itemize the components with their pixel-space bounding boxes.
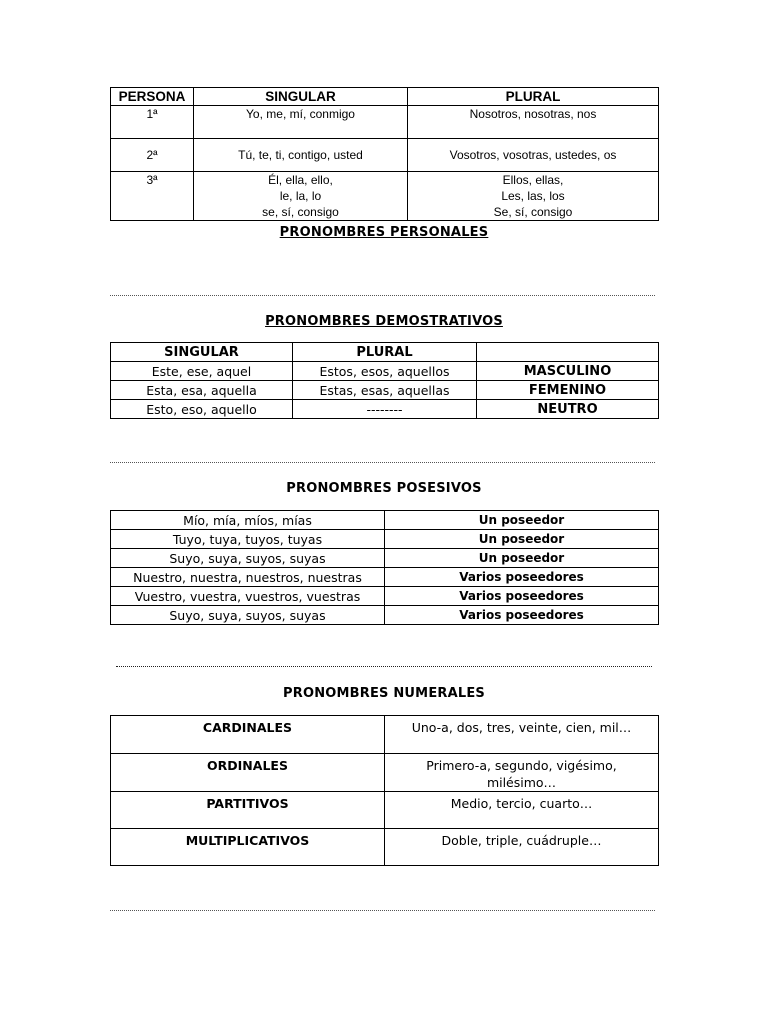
table-row <box>111 549 659 568</box>
header-gender <box>477 343 659 362</box>
table-row <box>111 829 659 866</box>
possessive-pronouns-table <box>110 510 659 625</box>
type-cell: PARTITIVOS <box>111 792 385 829</box>
pronoun-cell: Vuestro, vuestra, vuestros, vuestras <box>111 587 385 606</box>
owner-cell: Un poseedor <box>385 530 659 549</box>
table-row <box>111 400 659 419</box>
pronoun-cell: Tuyo, tuya, tuyos, tuyas <box>111 530 385 549</box>
header-persona: PERSONA <box>111 88 194 106</box>
header-plural: PLURAL <box>408 88 659 106</box>
table-row <box>111 587 659 606</box>
examples-cell: Doble, triple, cuádruple… <box>385 829 659 866</box>
examples-cell: Primero-a, segundo, vigésimo, milésimo… <box>385 754 659 792</box>
table-row <box>111 716 659 754</box>
dotted-divider <box>110 295 655 296</box>
plural-cell <box>408 139 659 172</box>
dotted-divider <box>116 666 652 667</box>
cell-line: Nosotros, nosotras, nos <box>469 107 597 121</box>
persona-cell: 2ª <box>111 139 194 172</box>
cell-line: Se, sí, consigo <box>493 205 573 219</box>
persona-cell: 1ª <box>111 106 194 139</box>
cell-line: Yo, me, mí, conmigo <box>246 107 355 121</box>
examples-cell: Uno-a, dos, tres, veinte, cien, mil… <box>385 716 659 754</box>
plural-cell: Estos, esos, aquellos <box>293 362 477 381</box>
table-row <box>111 792 659 829</box>
table-row <box>111 606 659 625</box>
owner-cell: Varios poseedores <box>385 587 659 606</box>
table-row <box>111 381 659 400</box>
table-row <box>111 106 659 139</box>
cell-line: le, la, lo <box>279 189 322 203</box>
pronoun-cell: Suyo, suya, suyos, suyas <box>111 549 385 568</box>
table-header-row <box>111 343 659 362</box>
singular-cell: Esta, esa, aquella <box>111 381 293 400</box>
owner-cell: Un poseedor <box>385 511 659 530</box>
pronoun-cell: Mío, mía, míos, mías <box>111 511 385 530</box>
singular-cell: Esto, eso, aquello <box>111 400 293 419</box>
cell-line: Ellos, ellas, <box>502 173 564 187</box>
gender-cell: FEMENINO <box>477 381 659 400</box>
table-row <box>111 530 659 549</box>
owner-cell: Varios poseedores <box>385 568 659 587</box>
demonstrative-pronouns-table <box>110 342 659 419</box>
header-singular: SINGULAR <box>111 343 293 362</box>
table-row <box>111 139 659 172</box>
pronoun-cell: Nuestro, nuestra, nuestros, nuestras <box>111 568 385 587</box>
singular-cell: Este, ese, aquel <box>111 362 293 381</box>
plural-cell: -------- <box>293 400 477 419</box>
gender-cell: MASCULINO <box>477 362 659 381</box>
type-cell: ORDINALES <box>111 754 385 792</box>
header-plural: PLURAL <box>293 343 477 362</box>
pronoun-cell: Suyo, suya, suyos, suyas <box>111 606 385 625</box>
table-row <box>111 568 659 587</box>
table-header-row <box>111 88 659 106</box>
cell-line: Les, las, los <box>501 189 565 203</box>
cell-line: Él, ella, ello, <box>268 173 333 187</box>
cell-line: se, sí, consigo <box>262 205 339 219</box>
cell-line: Vosotros, vosotras, ustedes, os <box>449 148 617 162</box>
dotted-divider <box>110 910 655 911</box>
owner-cell: Un poseedor <box>385 549 659 568</box>
table-row <box>111 511 659 530</box>
gender-cell: NEUTRO <box>477 400 659 419</box>
type-cell: CARDINALES <box>111 716 385 754</box>
table-row <box>111 754 659 792</box>
plural-cell: Estas, esas, aquellas <box>293 381 477 400</box>
posesivos-title: PRONOMBRES POSESIVOS <box>286 481 482 496</box>
numeral-pronouns-table <box>110 715 659 866</box>
dotted-divider <box>110 462 655 463</box>
singular-cell <box>194 172 408 221</box>
personales-title: PRONOMBRES PERSONALES <box>279 225 489 240</box>
persona-cell: 3ª <box>111 172 194 221</box>
table-row <box>111 362 659 381</box>
numerales-title: PRONOMBRES NUMERALES <box>283 686 485 701</box>
header-singular: SINGULAR <box>194 88 408 106</box>
table-row <box>111 172 659 221</box>
examples-cell: Medio, tercio, cuarto… <box>385 792 659 829</box>
personal-pronouns-table <box>110 87 659 221</box>
singular-cell <box>194 139 408 172</box>
plural-cell <box>408 106 659 139</box>
owner-cell: Varios poseedores <box>385 606 659 625</box>
cell-line: Tú, te, ti, contigo, usted <box>238 148 363 162</box>
type-cell: MULTIPLICATIVOS <box>111 829 385 866</box>
demostrativos-title: PRONOMBRES DEMOSTRATIVOS <box>265 314 503 329</box>
singular-cell <box>194 106 408 139</box>
plural-cell <box>408 172 659 221</box>
